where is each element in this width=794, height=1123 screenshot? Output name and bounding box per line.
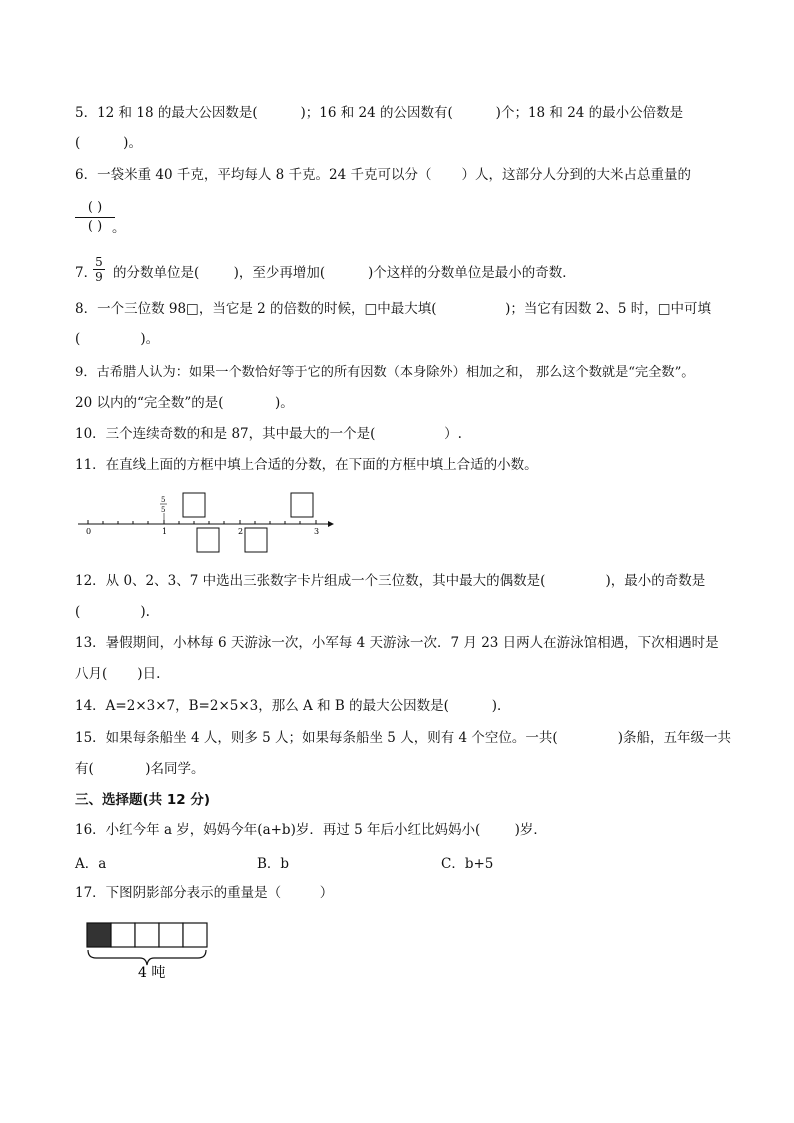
- q7-prefix: 7．: [75, 265, 98, 281]
- brace: [88, 950, 206, 965]
- section-3-title: 三、选择题(共 12 分): [75, 792, 211, 808]
- answer-box-above-2[interactable]: [291, 493, 313, 517]
- q13-line1: 13．暑假期间，小林每 6 天游泳一次，小军每 4 天游泳一次．7 月 23 日两人在游泳馆相遇，下次相遇时是: [75, 635, 719, 651]
- bar-segment-4: [159, 923, 183, 947]
- q13-line2: 八月( )日.: [75, 666, 161, 682]
- answer-box-above-1[interactable]: [183, 493, 205, 517]
- number-line-ticks: [88, 520, 316, 524]
- q7-text: 的分数单位是( )，至少再增加( )个这样的分数单位是最小的奇数．: [113, 265, 576, 281]
- bar-segment-3: [135, 923, 159, 947]
- q6-fraction-bar: [75, 217, 115, 218]
- answer-box-below-2[interactable]: [245, 528, 267, 552]
- bar-segment-shaded: [87, 923, 111, 947]
- q11-line1: 11．在直线上面的方框中填上合适的分数，在下面的方框中填上合适的小数。: [75, 457, 538, 473]
- bar-segment-2: [111, 923, 135, 947]
- q9-line1: 9．古希腊人认为：如果一个数恰好等于它的所有因数（本身除外）相加之和， 那么这个数就是“完全数”。: [75, 365, 695, 380]
- tick-label-3: 3: [314, 527, 320, 536]
- q6-fraction-numerator: ( ): [87, 200, 103, 215]
- tick-label-2: 2: [238, 527, 244, 536]
- q17-line1: 17．下图阴影部分表示的重量是（ ）: [75, 885, 334, 901]
- q15-line2: 有( )名同学。: [75, 761, 205, 777]
- q6-fraction: [75, 200, 115, 235]
- q5-line2: ( )。: [75, 135, 142, 151]
- number-line-figure: [70, 488, 340, 558]
- q5-line1: 5．12 和 18 的最大公因数是( )；16 和 24 的公因数有( )个；18 和 24 的最小公倍数是: [75, 105, 684, 121]
- q6-line1: 6．一袋米重 40 千克，平均每人 8 千克。24 千克可以分（ ）人，这部分人分到的大米占总重量的: [75, 167, 692, 183]
- q6-tail: 。: [112, 220, 126, 236]
- q16-option-a[interactable]: A．a: [75, 856, 107, 872]
- q14-line1: 14．A=2×3×7，B=2×5×3，那么 A 和 B 的最大公因数是( )．: [75, 698, 511, 714]
- q6-fraction-denominator: ( ): [87, 219, 103, 234]
- fraction-label-numerator: 5: [161, 496, 166, 504]
- q17-bar-figure: [82, 918, 222, 982]
- q15-line1: 15．如果每条船坐 4 人，则多 5 人；如果每条船坐 5 人，则有 4 个空位。一共( )条船，五年级一共: [75, 730, 731, 746]
- q8-line2: ( )。: [75, 331, 160, 347]
- brace-label: 4 吨: [138, 965, 166, 981]
- q7-fraction-denominator: 9: [95, 270, 103, 284]
- q16-option-c[interactable]: C．b+5: [441, 856, 494, 872]
- q7-fraction-numerator: 5: [95, 255, 103, 269]
- q8-line1: 8．一个三位数 98□，当它是 2 的倍数的时候，□中最大填( )；当它有因数 2、5 时，□中可填: [75, 301, 711, 317]
- q9-line2: 20 以内的“完全数”的是( )。: [75, 395, 294, 411]
- tick-label-1: 1: [162, 527, 168, 536]
- q10-line1: 10．三个连续奇数的和是 87，其中最大的一个是( ）.: [75, 426, 462, 442]
- bar-segment-5: [183, 923, 207, 947]
- q16-line1: 16．小红今年 a 岁，妈妈今年(a+b)岁．再过 5 年后小红比妈妈小( )岁．: [75, 822, 547, 838]
- fraction-label-denominator: 5: [161, 506, 166, 514]
- answer-box-below-1[interactable]: [197, 528, 219, 552]
- tick-label-0: 0: [86, 527, 92, 536]
- q12-line2: ( ).: [75, 604, 150, 620]
- q12-line1: 12．从 0、2、3、7 中选出三张数字卡片组成一个三位数，其中最大的偶数是( )，最小的奇数是: [75, 573, 706, 589]
- q16-option-b[interactable]: B．b: [257, 856, 290, 872]
- q7-fraction: [93, 255, 105, 284]
- number-line-arrow: [328, 521, 334, 527]
